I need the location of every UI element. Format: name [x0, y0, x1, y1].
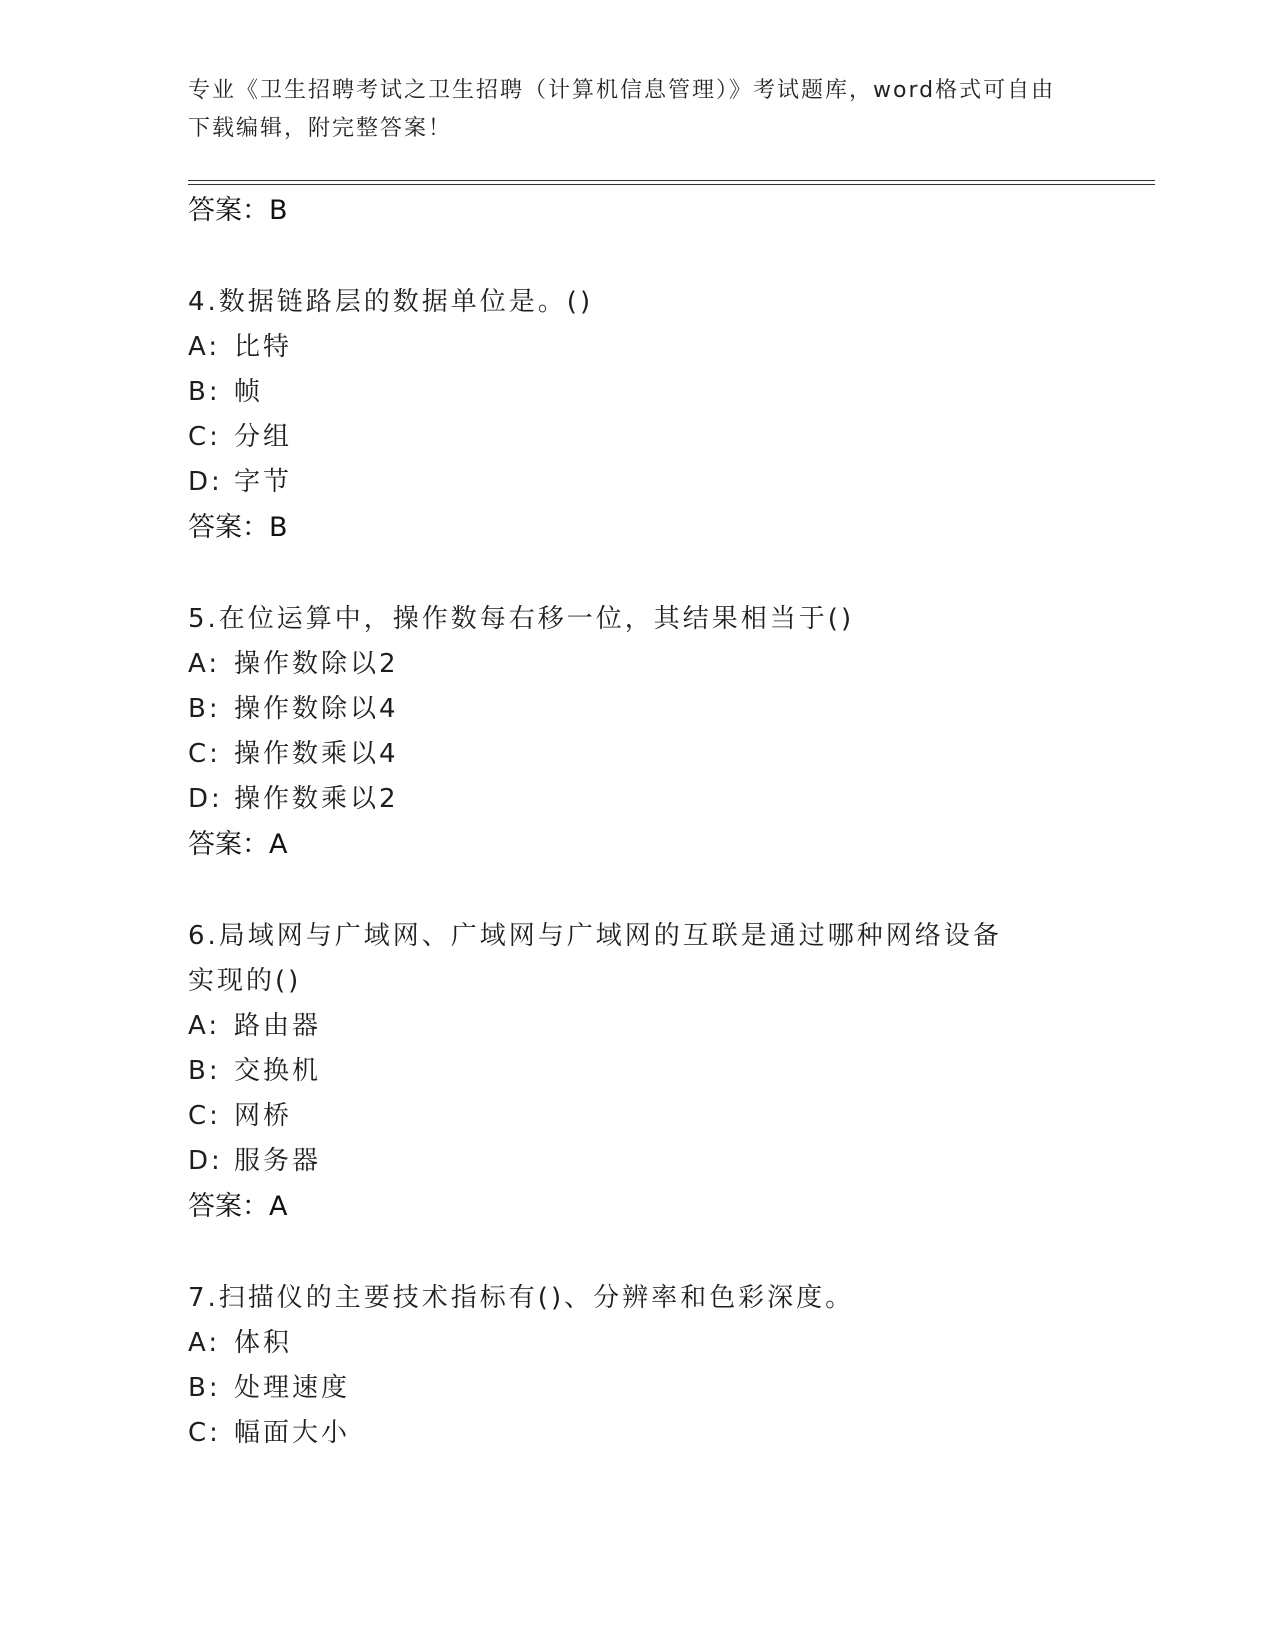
option-text: 交换机: [234, 1056, 322, 1086]
option-text: 帧: [234, 377, 264, 407]
answer-value: B: [269, 195, 288, 226]
option-text: 网桥: [234, 1101, 293, 1131]
option-c: [188, 1411, 1088, 1456]
option-b: [188, 370, 1088, 415]
option-text: 路由器: [234, 1011, 322, 1041]
question-text: 5.在位运算中，操作数每右移一位，其结果相当于(): [188, 604, 855, 634]
option-a: [188, 642, 1088, 687]
option-text: 操作数除以4: [234, 694, 399, 724]
option-letter: A:: [188, 1011, 221, 1041]
option-b: [188, 1049, 1088, 1094]
option-letter: A:: [188, 1328, 221, 1358]
option-text: 处理速度: [234, 1373, 351, 1403]
option-c: [188, 732, 1088, 777]
option-letter: C:: [188, 739, 221, 769]
option-letter: D:: [188, 467, 223, 497]
option-d: [188, 460, 1088, 505]
option-letter: D:: [188, 784, 223, 814]
option-b: [188, 1366, 1088, 1411]
option-letter: B:: [188, 1373, 221, 1403]
document-header: 专业《卫生招聘考试之卫生招聘（计算机信息管理）》考试题库，word格式可自由下载编辑，附完整答案！: [188, 78, 1056, 141]
option-letter: A:: [188, 332, 221, 362]
option-d: [188, 777, 1088, 822]
answer-value: A: [269, 829, 288, 860]
question-list: [188, 188, 1088, 1456]
option-a: [188, 1004, 1088, 1049]
answer-value: B: [269, 512, 288, 543]
option-c: [188, 1094, 1088, 1139]
option-text: 服务器: [234, 1146, 322, 1176]
question-text: 6.局域网与广域网、广域网与广域网的互联是通过哪种网络设备实现的(): [188, 921, 1002, 996]
option-text: 体积: [234, 1328, 293, 1358]
option-letter: C:: [188, 422, 221, 452]
answer-line: [188, 1184, 1088, 1229]
option-text: 操作数乘以2: [234, 784, 399, 814]
question-text: 4.数据链路层的数据单位是。(): [188, 287, 594, 317]
header-rule-bottom: [188, 184, 1155, 185]
answer-line: [188, 188, 1088, 233]
option-text: 幅面大小: [234, 1418, 351, 1448]
option-text: 字节: [234, 467, 293, 497]
option-b: [188, 687, 1088, 732]
answer-line: [188, 822, 1088, 867]
answer-label: 答案：: [188, 195, 269, 226]
option-letter: B:: [188, 694, 221, 724]
option-d: [188, 1139, 1088, 1184]
option-text: 比特: [234, 332, 293, 362]
option-a: [188, 325, 1088, 370]
option-text: 操作数除以2: [234, 649, 399, 679]
option-letter: C:: [188, 1418, 221, 1448]
option-letter: D:: [188, 1146, 223, 1176]
option-c: [188, 415, 1088, 460]
answer-label: 答案：: [188, 512, 269, 543]
option-a: [188, 1321, 1088, 1366]
answer-value: A: [269, 1191, 288, 1222]
option-letter: B:: [188, 377, 221, 407]
header-rule-top: [188, 180, 1155, 181]
option-letter: C:: [188, 1101, 221, 1131]
answer-label: 答案：: [188, 829, 269, 860]
question-text: 7.扫描仪的主要技术指标有()、分辨率和色彩深度。: [188, 1283, 855, 1313]
option-text: 分组: [234, 422, 293, 452]
option-letter: A:: [188, 649, 221, 679]
option-letter: B:: [188, 1056, 221, 1086]
answer-line: [188, 505, 1088, 550]
option-text: 操作数乘以4: [234, 739, 399, 769]
answer-label: 答案：: [188, 1191, 269, 1222]
